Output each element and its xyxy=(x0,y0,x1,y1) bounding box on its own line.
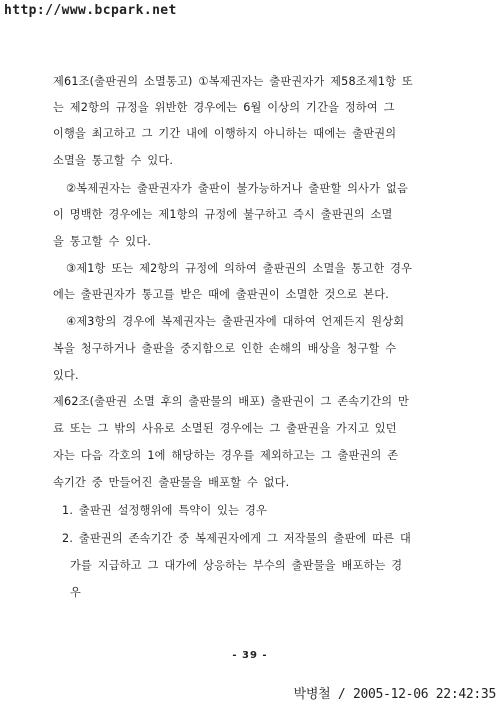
article-61-para-4-line-3: 있다. xyxy=(53,369,79,382)
article-62-line-3: 자는 다음 각호의 1에 해당하는 경우를 제외하고는 그 출판권의 존 xyxy=(53,449,399,462)
article-62-line-1: 제62조(출판권 소멸 후의 출판물의 배포) 출판권이 그 존속기간의 만 xyxy=(53,395,410,408)
article-62-line-2: 료 또는 그 밖의 사유로 소멸된 경우에는 그 출판권을 가지고 있던 xyxy=(53,422,397,435)
article-61-line-2: 는 제2항의 규정을 위반한 경우에는 6월 이상의 기간을 정하여 그 xyxy=(53,101,395,114)
footer-stamp: 박병철 / 2005-12-06 22:42:35 xyxy=(293,687,496,702)
article-61-para-3-line-1: ③제1항 또는 제2항의 규정에 의하여 출판권의 소멸을 통고한 경우 xyxy=(66,262,413,275)
article-61-line-4: 소멸을 통고할 수 있다. xyxy=(53,154,174,167)
article-61-para-4-line-2: 복을 청구하거나 출판을 중지함으로 인한 손해의 배상을 청구할 수 xyxy=(53,342,397,355)
watermark-url: http://www.bcpark.net xyxy=(4,3,177,18)
article-61-para-3-line-2: 에는 출판권자가 통고를 받은 때에 출판권이 소멸한 것으로 본다. xyxy=(53,288,389,301)
list-item-1: 1. 출판권 설정행위에 특약이 있는 경우 xyxy=(62,504,267,517)
list-item-2-line-2: 가를 지급하고 그 대가에 상응하는 부수의 출판물을 배포하는 경 xyxy=(70,559,403,572)
article-61-line-1: 제61조(출판권의 소멸통고) ①복제권자는 출판권자가 제58조제1항 또 xyxy=(53,75,413,88)
list-item-2-line-1: 2. 출판권의 존속기간 중 복제권자에게 그 저작물의 출판에 따른 대 xyxy=(62,532,412,545)
list-item-2-line-3: 우 xyxy=(70,586,82,599)
article-61-para-2-line-3: 을 통고할 수 있다. xyxy=(53,235,152,248)
article-61-line-3: 이행을 최고하고 그 기간 내에 이행하지 아니하는 때에는 출판권의 xyxy=(53,127,397,140)
page-number: - 39 - xyxy=(232,650,268,661)
article-62-line-4: 속기간 중 만들어진 출판물을 배포할 수 없다. xyxy=(53,476,290,489)
article-61-para-2-line-2: 이 명백한 경우에는 제1항의 규정에 불구하고 즉시 출판권의 소멸 xyxy=(53,208,393,221)
article-61-para-4-line-1: ④제3항의 경우에 복제권자는 출판권자에 대하여 언제든지 원상회 xyxy=(66,315,405,328)
article-61-para-2-line-1: ②복제권자는 출판권자가 출판이 불가능하거나 출판할 의사가 없음 xyxy=(66,182,408,195)
